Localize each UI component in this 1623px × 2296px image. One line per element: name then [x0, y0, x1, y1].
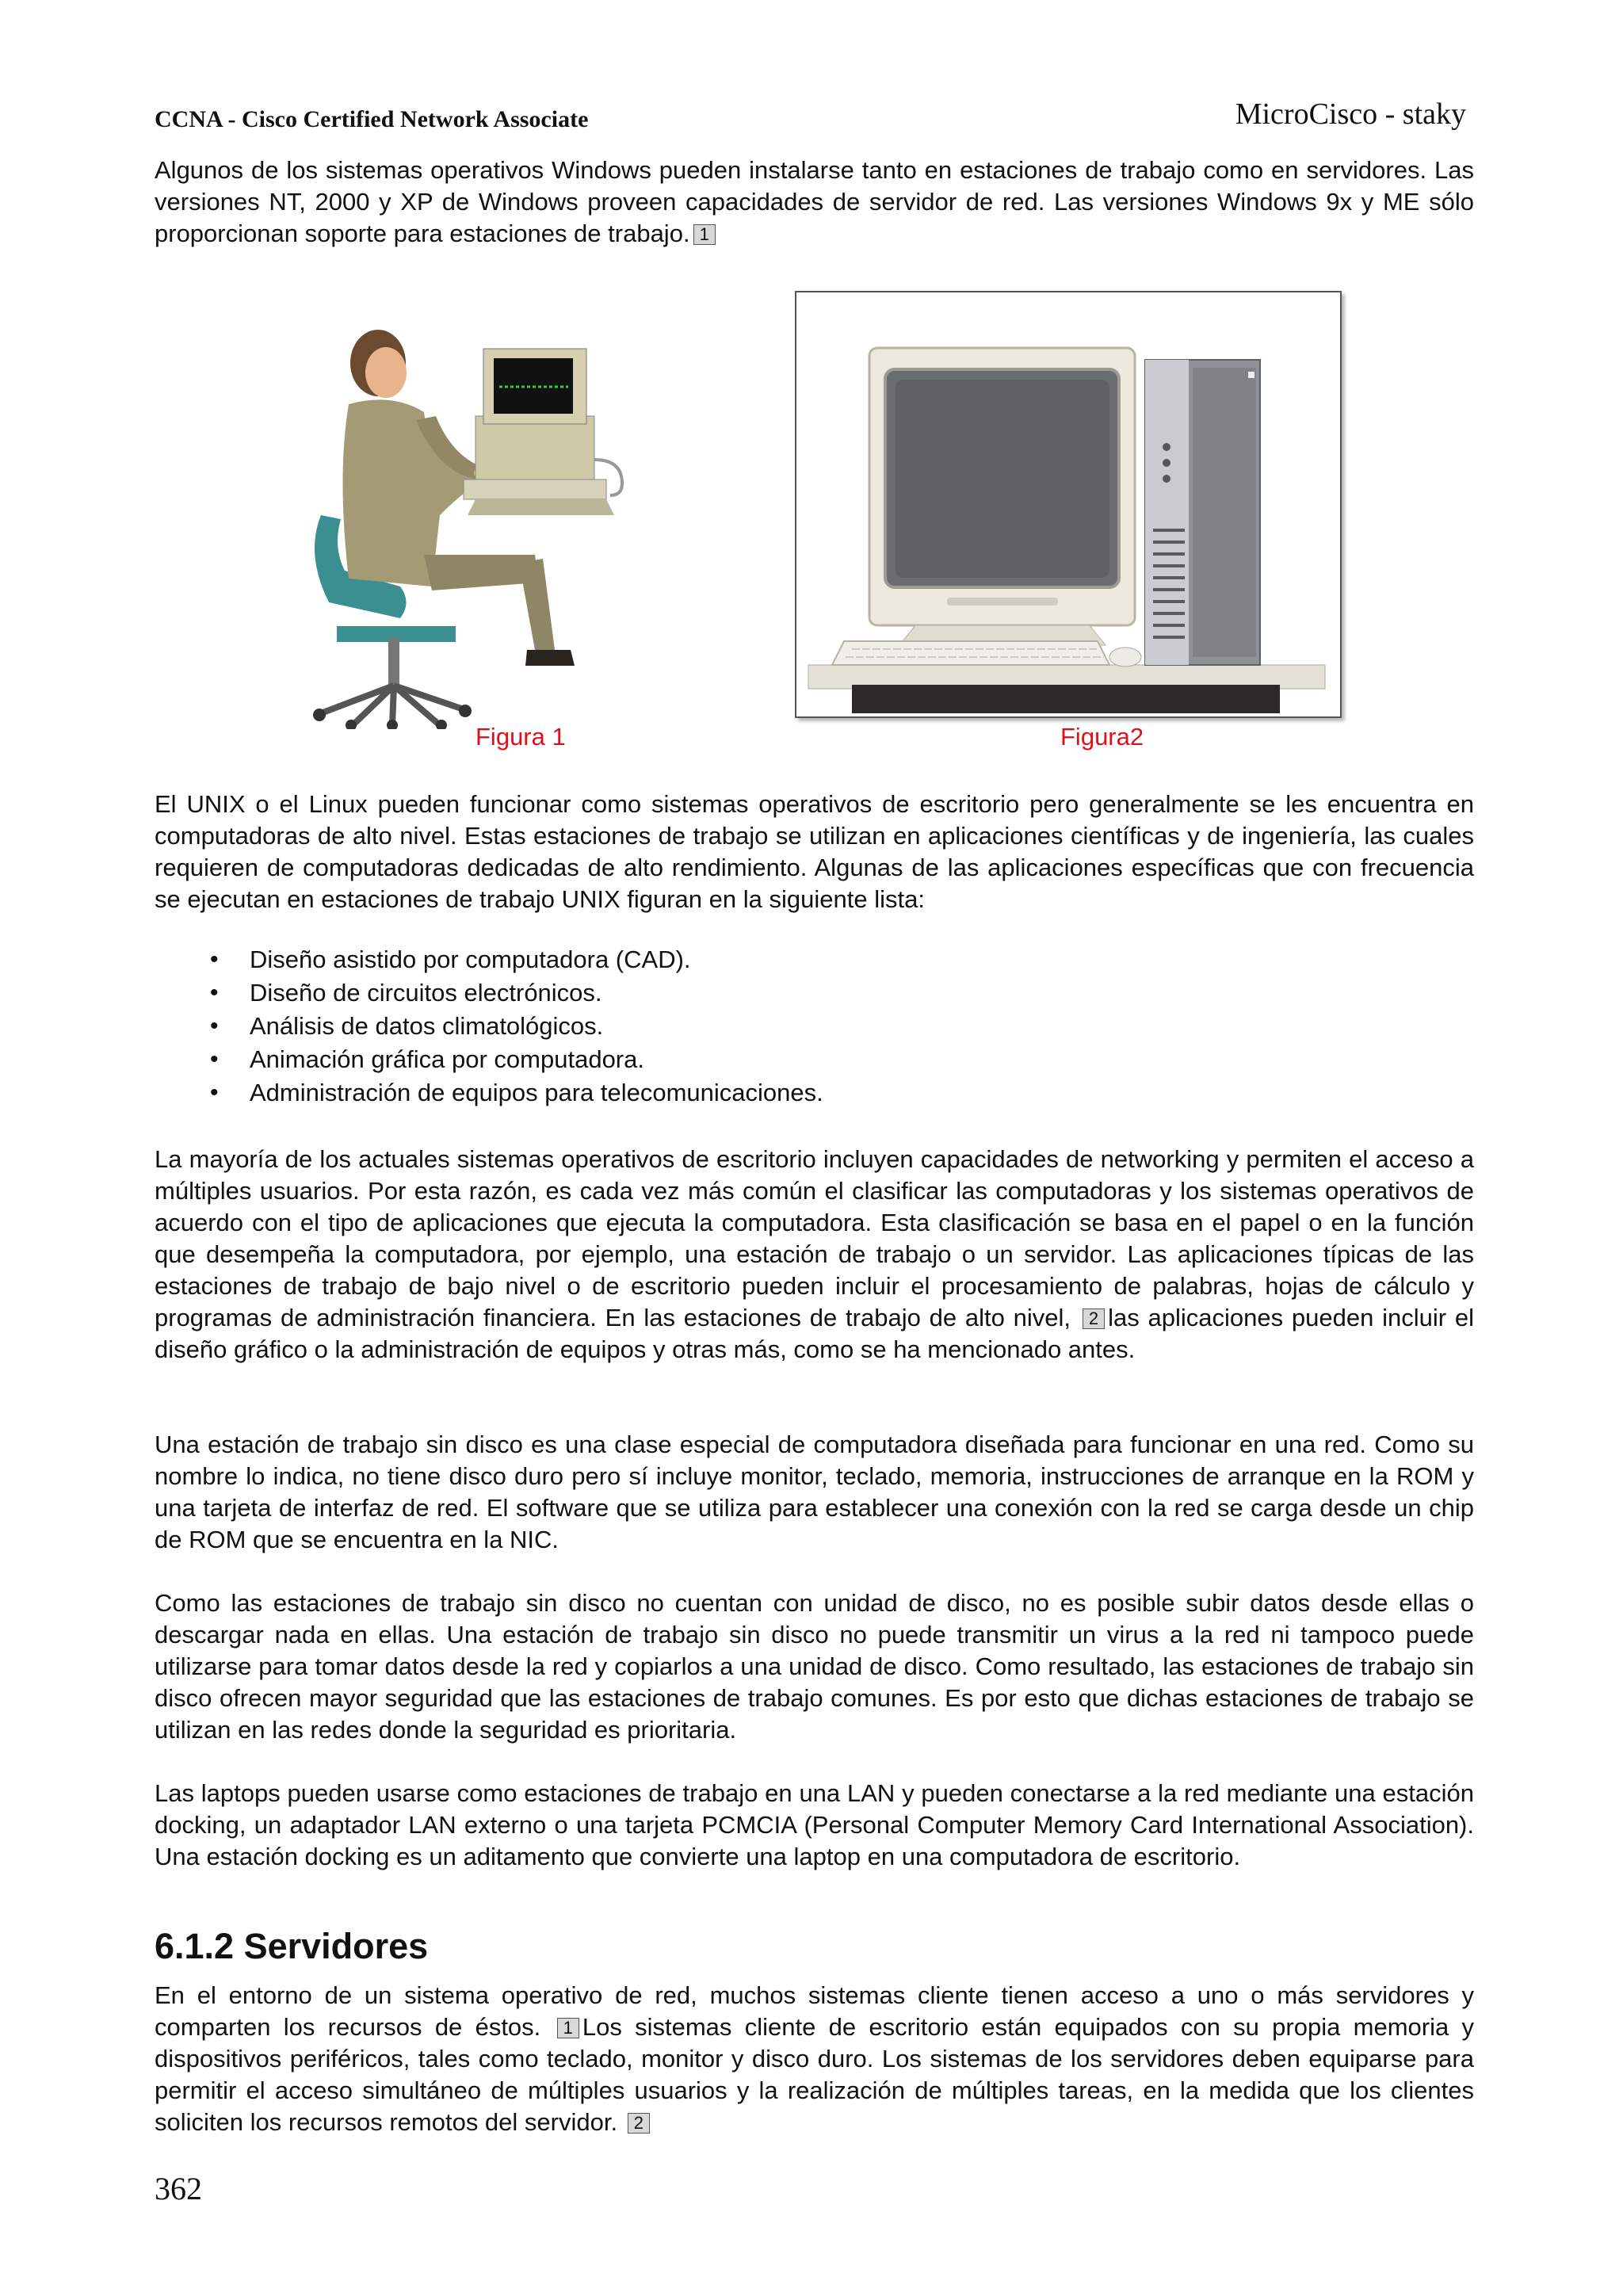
computer-photo-drawing — [796, 292, 1337, 713]
keyboard — [832, 641, 1141, 667]
paragraph-servers-text-b: Los sistemas cliente de escritorio están equipados con su propia memoria y dispositivos periféricos, tales como teclado, monitor y disco duro. Los sistemas de los servidores deben equiparse para permitir el acceso simultáneo de múltiples usuarios y la realización de múltiples tareas, en la medida que los clientes soliciten los recursos remotos del servidor. — [155, 2013, 1474, 2136]
paragraph-diskless-workstation: Una estación de trabajo sin disco es una clase especial de computadora diseñada para funcionar en una red. Como su nombre lo indica, no tiene disco duro pero sí incluye monitor, teclado, memoria, instrucciones de arranque en la ROM y una tarjeta de interfaz de red. El software que se utiliza para establecer una conexión con la red se carga desde un chip de ROM que se encuentra en la NIC. — [155, 1431, 1474, 1553]
figure-ref-marker-2b[interactable]: 2 — [628, 2113, 650, 2134]
section-heading-servidores: 6.1.2 Servidores — [155, 1926, 429, 1966]
list-item: • Análisis de datos climatológicos. — [210, 1010, 823, 1043]
paragraph-windows-text: Algunos de los sistemas operativos Windows pueden instalarse tanto en estaciones de trabajo como en servidores. Las versiones NT, 2000 y XP de Windows proveen capacidades de servidor de red. Las versiones Windows 9x y ME sólo proporcionan soporte para estaciones de trabajo. — [155, 156, 1474, 247]
header-book-title: CCNA - Cisco Certified Network Associate — [155, 106, 589, 132]
paragraph-networking-text-b: las aplicaciones pueden incluir el diseño gráfico o la administración de equipos y otras más, como se ha mencionado antes. — [155, 1304, 1474, 1363]
figure-2-caption: Figura2 — [1060, 723, 1144, 751]
figure-ref-marker-1b[interactable]: 1 — [557, 2018, 579, 2038]
page-number: 362 — [155, 2171, 202, 2206]
figure-ref-marker-1[interactable]: 1 — [693, 224, 716, 245]
paragraph-networking-classification — [155, 1144, 1474, 1366]
paragraph-networking-text-a: La mayoría de los actuales sistemas operativos de escritorio incluyen capacidades de networking y permiten el acceso a múltiples usuarios. Por esta razón, es cada vez más común el clasificar las computadoras y los sistemas operativos de acuerdo con el tipo de aplicaciones que ejecuta la computadora. Esta clasificación se basa en el papel o en la función que desempeña la computadora, por ejemplo, una estación de trabajo o un servidor. Las aplicaciones típicas de las estaciones de trabajo de bajo nivel o de escritorio pueden incluir el procesamiento de palabras, hojas de cálculo y programas de administración financiera. En las estaciones de trabajo de alto nivel, — [155, 1145, 1474, 1331]
list-item: • Animación gráfica por computadora. — [210, 1043, 823, 1076]
page-header — [155, 94, 1474, 141]
paragraph-laptops: Las laptops pueden usarse como estaciones de trabajo en una LAN y pueden conectarse a la red mediante una estación docking, un adaptador LAN externo o una tarjeta PCMCIA (Personal Computer Memory Card International Association). Una estación docking es un aditamento que convierte una laptop en una computadora de escritorio. — [155, 1779, 1474, 1870]
desktop-computer — [464, 349, 622, 515]
list-item: • Administración de equipos para telecomunicaciones. — [210, 1076, 823, 1110]
crt-monitor — [869, 348, 1135, 645]
list-item: • Diseño de circuitos electrónicos. — [210, 976, 823, 1010]
paragraph-windows — [155, 155, 1474, 250]
unix-applications-list — [210, 943, 823, 1110]
figure-ref-marker-2[interactable]: 2 — [1083, 1308, 1105, 1329]
figure-2-computer-photo — [795, 291, 1342, 718]
figure-1-caption: Figura 1 — [475, 723, 566, 751]
header-author: MicroCisco - staky — [1235, 97, 1466, 131]
list-item: • Diseño asistido por computadora (CAD). — [210, 943, 823, 976]
paragraph-unix-linux: El UNIX o el Linux pueden funcionar como sistemas operativos de escritorio pero generalmente se les encuentra en computadoras de alto nivel. Estas estaciones de trabajo se utilizan en aplicaciones científicas y de ingeniería, las cuales requieren de computadoras dedicadas de alto rendimiento. Algunas de las aplicaciones específicas que con frecuencia se ejecutan en estaciones de trabajo UNIX figuran en la siguiente lista: — [155, 790, 1474, 913]
paragraph-servers — [155, 1980, 1474, 2138]
paragraph-diskless-security: Como las estaciones de trabajo sin disco no cuentan con unidad de disco, no es posible subir datos desde ellas o descargar nada en ellas. Una estación de trabajo sin disco no puede transmitir un virus a la red ni tampoco puede utilizarse para tomar datos desde la red y copiarlos a una unidad de disco. Como resultado, las estaciones de trabajo sin disco ofrecen mayor seguridad que las estaciones de trabajo comunes. Es por esto que dichas estaciones de trabajo se utilizan en las redes donde la seguridad es prioritaria. — [155, 1589, 1474, 1744]
paragraph-servers-text-a: En el entorno de un sistema operativo de red, muchos sistemas cliente tienen acceso a uno o más servidores y comparten los recursos de éstos. — [155, 1981, 1474, 2041]
figure-1-workstation-illustration — [273, 317, 717, 729]
tower-case — [1145, 360, 1260, 665]
